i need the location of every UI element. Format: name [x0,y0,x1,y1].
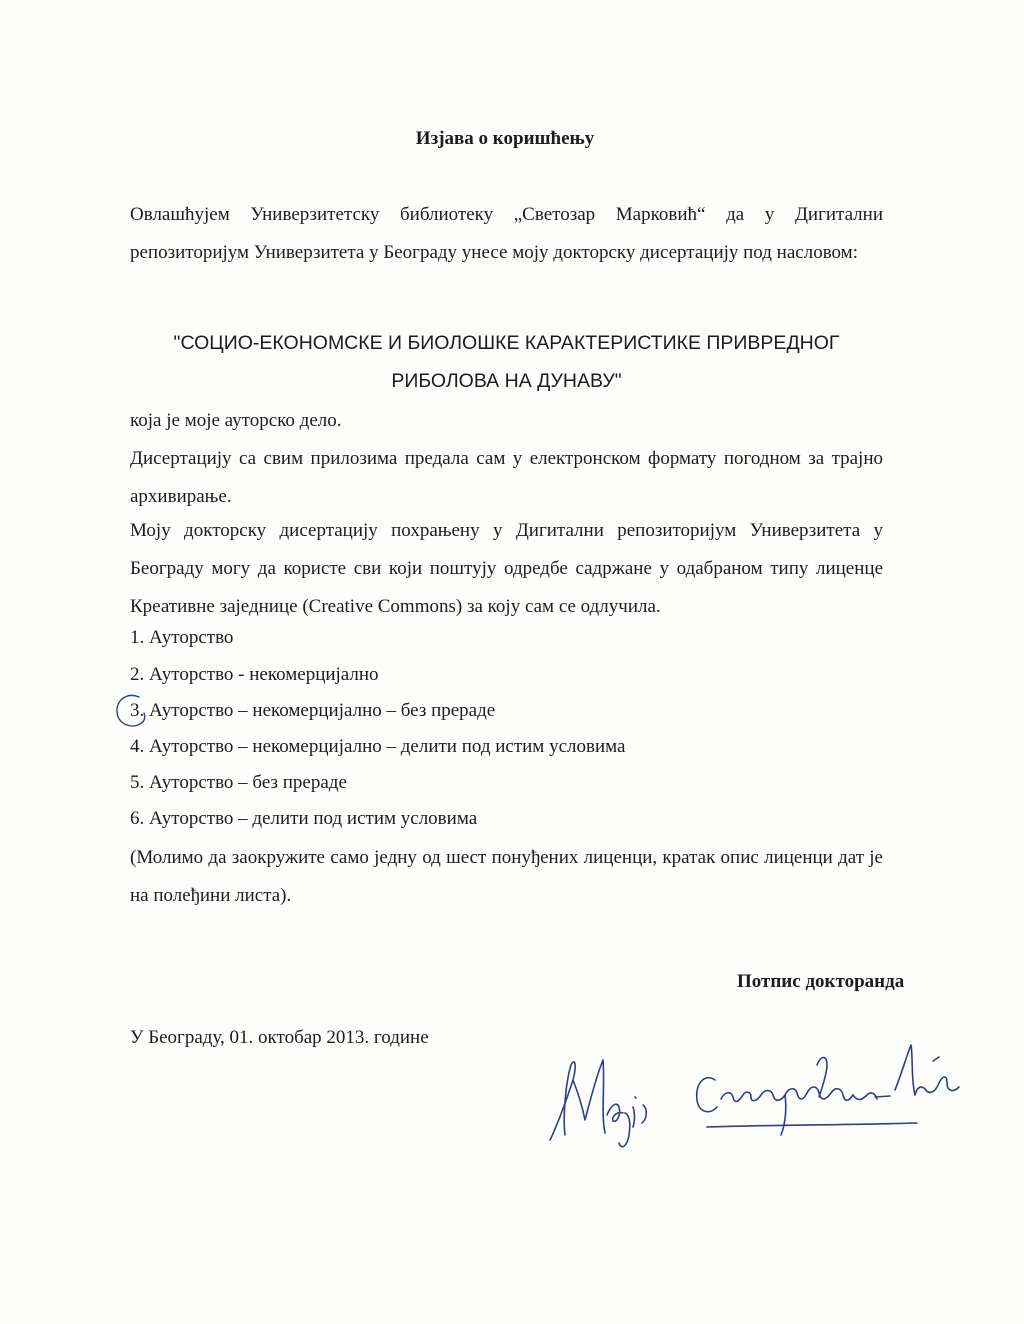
license-option-6: 6. Ауторство – делити под истим условима [130,808,478,829]
document-title: Изјава о коришћењу [415,128,595,149]
license-option-3: 3. Ауторство – некомерцијално – без прераде [130,700,496,721]
handwritten-signature [545,1035,985,1165]
thesis-title [130,324,883,400]
license-option-5: 5. Ауторство – без прераде [130,772,347,793]
instruction-note: (Молимо да заокружите само једну од шест понуђених лиценци, кратак опис лиценци дат је на полеђини листа). [130,847,883,906]
submission-paragraph: Дисертацију са свим прилозима предала сам у електронском формату погодном за трајно архивирање. [130,448,883,507]
license-option-1: 1. Ауторство [130,627,234,648]
license-option-2: 2. Ауторство - некомерцијално [130,664,379,685]
thesis-title-line-2: РИБОЛОВА НА ДУНАВУ" [391,370,622,392]
authorship-statement: која је моје ауторско дело. [130,410,342,431]
thesis-title-line-1: "СОЦИО-ЕКОНОМСКЕ И БИОЛОШКЕ КАРАКТЕРИСТИКЕ ПРИВРЕДНОГ [173,332,840,354]
intro-paragraph: Овлашћујем Универзитетску библиотеку „Светозар Марковић“ да у Дигитални репозиторијум Универзитета у Београду унесе моју докторску дисертацију под насловом: [130,204,883,263]
place-and-date: У Београду, 01. октобар 2013. године [130,1027,429,1048]
license-option-4: 4. Ауторство – некомерцијално – делити под истим условима [130,736,626,757]
rights-paragraph: Моју докторску дисертацију похрањену у Дигитални репозиторијум Универзитета у Београду могу да користе сви који поштују одредбе садржане у одабраном типу лиценце Креативне заједнице (Creative Commons) за коју сам се одлучила. [130,520,883,617]
selected-license-circle [113,692,153,730]
signature-label: Потпис докторанда [737,971,905,992]
